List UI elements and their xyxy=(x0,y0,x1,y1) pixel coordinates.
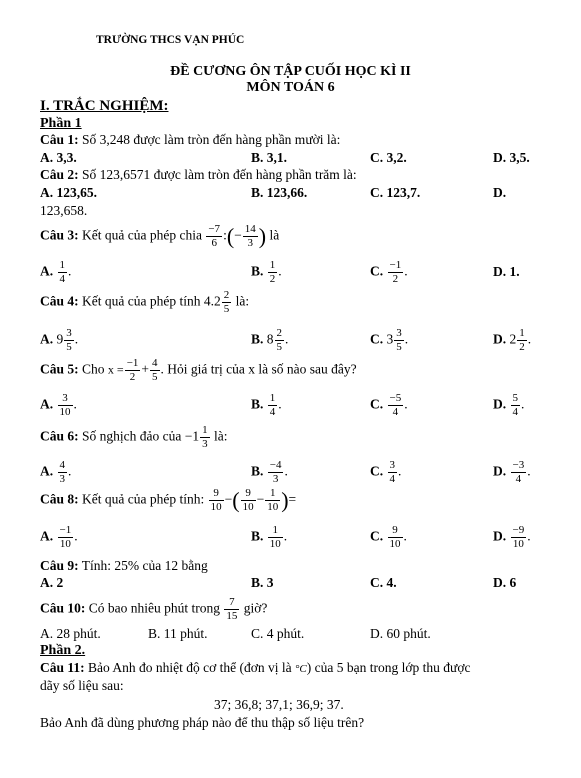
question-11: Câu 11: Bảo Anh đo nhiệt độ cơ thể (đơn vị là °C) của 5 bạn trong lớp thu được xyxy=(40,660,471,675)
q4-option-a: A. 9 $\frac{3}{5}$ . xyxy=(40,327,79,353)
q10-option-b: B. 11 phút. xyxy=(148,626,208,641)
q2-option-a: A. 123,65. xyxy=(40,185,97,200)
q10-option-c: C. 4 phút. xyxy=(251,626,305,641)
q2-option-d: D. xyxy=(493,185,507,200)
q8-option-a: A. $\frac{-1}{10}$ . xyxy=(40,524,78,550)
q9-option-b: B. 3 xyxy=(251,575,274,590)
subject-title: MÔN TOÁN 6 xyxy=(246,80,335,95)
q1-option-c: C. 3,2. xyxy=(370,150,407,165)
q1-option-d: D. 3,5. xyxy=(493,150,530,165)
q10-option-a: A. 28 phút. xyxy=(40,626,101,641)
q4-option-b: B. 8 $\frac{2}{5}$ . xyxy=(251,327,289,353)
q5-option-d: D. $\frac{5}{4}$ . xyxy=(493,392,525,418)
q6-option-c: C. $\frac{3}{4}$ . xyxy=(370,459,402,485)
q8-option-b: B. $\frac{1}{10}$ . xyxy=(251,524,288,550)
q5-option-b: B. $\frac{1}{4}$ . xyxy=(251,392,282,418)
q9-option-a: A. 2 xyxy=(40,575,64,590)
question-2: Câu 2: Số 123,6571 được làm tròn đến hàng phần trăm là: xyxy=(40,167,357,182)
q2-option-c: C. 123,7. xyxy=(370,185,421,200)
part-1-heading: Phần 1 xyxy=(40,116,82,131)
q3-option-a: A. $\frac{1}{4}$ . xyxy=(40,259,72,285)
question-5: Câu 5: Cho x = $\frac{-1}{2}$ + $\frac{4}{5}$ . Hỏi giá trị của x là số nào sau đây? xyxy=(40,357,357,383)
q9-option-c: C. 4. xyxy=(370,575,397,590)
q3-option-d: D. 1. xyxy=(493,264,520,279)
q9-option-d: D. 6 xyxy=(493,575,517,590)
question-3: Câu 3: Kết quả của phép chia $\frac{-7}{6}$ :(− $\frac{14}{3}$ ) là xyxy=(40,223,280,249)
q2-option-b: B. 123,66. xyxy=(251,185,308,200)
question-10: Câu 10: Có bao nhiêu phút trong $\frac{7}{15}$ giờ? xyxy=(40,596,268,622)
part-2-heading: Phần 2. xyxy=(40,643,86,658)
q3-option-c: C. $\frac{-1}{2}$ . xyxy=(370,259,408,285)
q5-option-c: C. $\frac{-5}{4}$ . xyxy=(370,392,408,418)
question-9: Câu 9: Tính: 25% của 12 bằng xyxy=(40,558,208,573)
q6-option-a: A. $\frac{4}{3}$ . xyxy=(40,459,72,485)
question-6: Câu 6: Số nghịch đảo của −1 $\frac{1}{3}$ là: xyxy=(40,424,228,450)
q10-option-d: D. 60 phút. xyxy=(370,626,431,641)
q6-option-b: B. $\frac{-4}{3}$ . xyxy=(251,459,288,485)
q1-option-b: B. 3,1. xyxy=(251,150,288,165)
question-1: Câu 1: Số 3,248 được làm tròn đến hàng phần mười là: xyxy=(40,132,341,147)
q11-question: Bảo Anh đã dùng phương pháp nào để thu thập số liệu trên? xyxy=(40,715,365,730)
q6-option-d: D. $\frac{-3}{4}$ . xyxy=(493,459,531,485)
document-title: ĐỀ CƯƠNG ÔN TẬP CUỐI HỌC KÌ II xyxy=(170,64,411,79)
question-4: Câu 4: Kết quả của phép tính 4.2 $\frac{2}{5}$ là: xyxy=(40,289,250,315)
q4-option-c: C. 3 $\frac{3}{5}$ . xyxy=(370,327,409,353)
q11-data: 37; 36,8; 37,1; 36,9; 37. xyxy=(214,697,344,712)
q5-option-a: A. $\frac{3}{10}$ . xyxy=(40,392,77,418)
q4-option-d: D. 2 $\frac{1}{2}$ . xyxy=(493,327,532,353)
q11-line-2: dãy số liệu sau: xyxy=(40,678,124,693)
q8-option-d: D. $\frac{-9}{10}$ . xyxy=(493,524,531,550)
q3-option-b: B. $\frac{1}{2}$ . xyxy=(251,259,282,285)
school-name: TRƯỜNG THCS VẠN PHÚC xyxy=(96,34,245,46)
question-8: Câu 8: Kết quả của phép tính: $\frac{9}{10}$ −( $\frac{9}{10}$ − $\frac{1}{10}$ )= xyxy=(40,487,297,513)
q8-option-c: C. $\frac{9}{10}$ . xyxy=(370,524,407,550)
q1-option-a: A. 3,3. xyxy=(40,150,77,165)
q2-option-d-value: 123,658. xyxy=(40,203,88,218)
section-multiple-choice: I. TRẮC NGHIỆM: xyxy=(40,98,169,114)
